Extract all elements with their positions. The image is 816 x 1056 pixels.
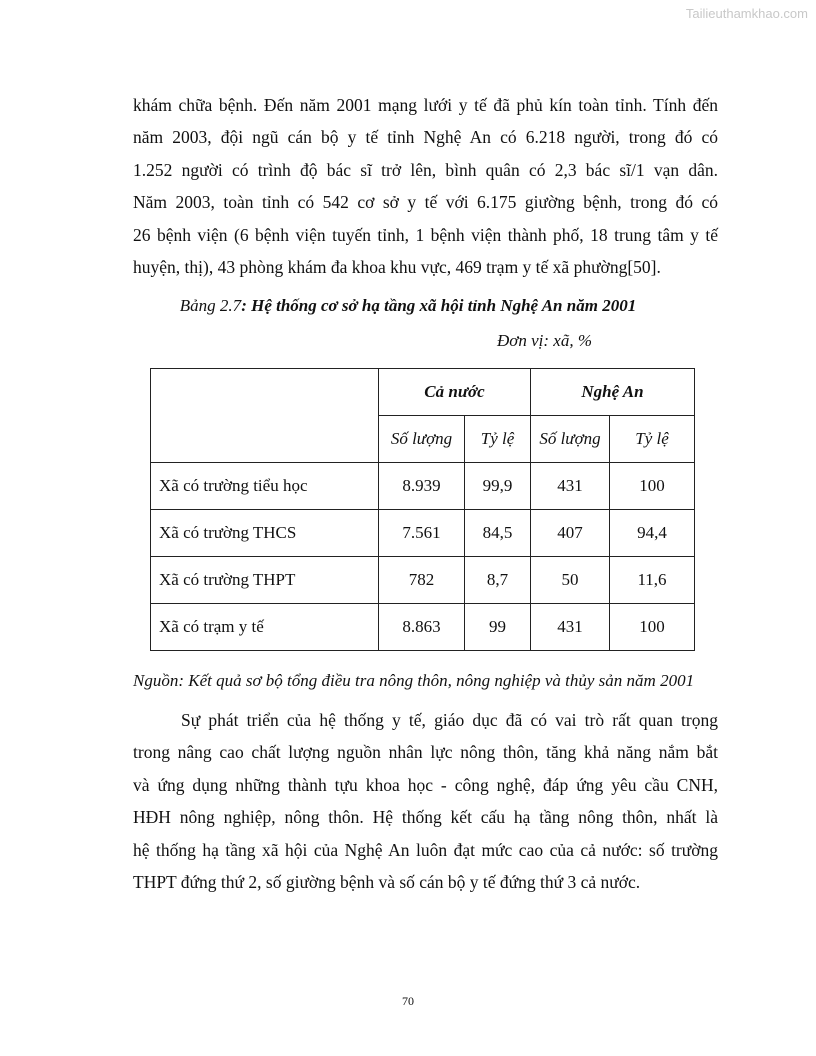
cell: 11,6 bbox=[610, 557, 695, 604]
empty-header-cell bbox=[151, 369, 379, 463]
cell: 7.561 bbox=[379, 510, 465, 557]
text-line: Năm 2003, toàn tỉnh có 542 cơ sở y tế với 6.175 giường bệnh, trong đó có bbox=[133, 192, 718, 212]
caption-prefix: Bảng 2.7 bbox=[179, 296, 242, 315]
text-line: trong nâng cao chất lượng nguồn nhân lực nông thôn, tăng khả năng nắm bắt bbox=[133, 742, 718, 762]
sub-header: Số lượng bbox=[531, 416, 610, 463]
cell: 431 bbox=[531, 604, 610, 651]
table-row bbox=[151, 463, 695, 510]
text-line: năm 2003, đội ngũ cán bộ y tế tỉnh Nghệ An có 6.218 người, trong đó có bbox=[133, 127, 718, 147]
table-row bbox=[151, 604, 695, 651]
text-line: khám chữa bệnh. Đến năm 2001 mạng lưới y tế đã phủ kín toàn tỉnh. Tính đến bbox=[133, 95, 718, 115]
text-line: 1.252 người có trình độ bác sĩ trở lên, bình quân có 2,3 bác sĩ/1 vạn dân. bbox=[133, 160, 718, 180]
cell: 100 bbox=[610, 604, 695, 651]
page-number: 70 bbox=[402, 994, 414, 1008]
cell: 100 bbox=[610, 463, 695, 510]
text-line: 26 bệnh viện (6 bệnh viện tuyến tỉnh, 1 bệnh viện thành phố, 18 trung tâm y tế bbox=[133, 225, 718, 245]
cell: 782 bbox=[379, 557, 465, 604]
cell: 8.939 bbox=[379, 463, 465, 510]
text-line: hệ thống hạ tầng xã hội của Nghệ An luôn đạt mức cao của cả nước: số trường bbox=[133, 840, 718, 860]
cell: 8,7 bbox=[465, 557, 531, 604]
cell: 94,4 bbox=[610, 510, 695, 557]
caption-title: : Hệ thống cơ sở hạ tầng xã hội tỉnh Nghệ An năm 2001 bbox=[241, 296, 637, 315]
table-unit: Đơn vị: xã, % bbox=[497, 331, 592, 350]
table-row bbox=[151, 557, 695, 604]
sub-header: Tỷ lệ bbox=[610, 416, 695, 463]
row-label: Xã có trạm y tế bbox=[151, 604, 379, 651]
table-source: Nguồn: Kết quả sơ bộ tổng điều tra nông thôn, nông nghiệp và thủy sản năm 2001 bbox=[133, 671, 695, 690]
row-label: Xã có trường tiểu học bbox=[151, 463, 379, 510]
text-line: THPT đứng thứ 2, số giường bệnh và số cán bộ y tế đứng thứ 3 cả nước. bbox=[133, 872, 641, 892]
table-caption bbox=[0, 296, 816, 316]
row-label: Xã có trường THCS bbox=[151, 510, 379, 557]
cell: 8.863 bbox=[379, 604, 465, 651]
table-row bbox=[151, 510, 695, 557]
cell: 99 bbox=[465, 604, 531, 651]
cell: 407 bbox=[531, 510, 610, 557]
sub-header: Tỷ lệ bbox=[465, 416, 531, 463]
row-label: Xã có trường THPT bbox=[151, 557, 379, 604]
watermark: Tailieuthamkhao.com bbox=[685, 6, 808, 21]
cell: 99,9 bbox=[465, 463, 531, 510]
sub-header: Số lượng bbox=[379, 416, 465, 463]
cell: 50 bbox=[531, 557, 610, 604]
text-line: Sự phát triển của hệ thống y tế, giáo dục đã có vai trò rất quan trọng bbox=[181, 710, 718, 730]
cell: 431 bbox=[531, 463, 610, 510]
group-header: Cả nước bbox=[379, 369, 531, 416]
data-table bbox=[150, 368, 695, 651]
text-line: và ứng dụng những thành tựu khoa học - công nghệ, đáp ứng yêu cầu CNH, bbox=[133, 775, 718, 795]
text-line: huyện, thị), 43 phòng khám đa khoa khu vực, 469 trạm y tế xã phường[50]. bbox=[133, 257, 661, 277]
cell: 84,5 bbox=[465, 510, 531, 557]
group-header: Nghệ An bbox=[531, 369, 695, 416]
text-line: HĐH nông nghiệp, nông thôn. Hệ thống kết cấu hạ tầng nông thôn, nhất là bbox=[133, 807, 718, 827]
